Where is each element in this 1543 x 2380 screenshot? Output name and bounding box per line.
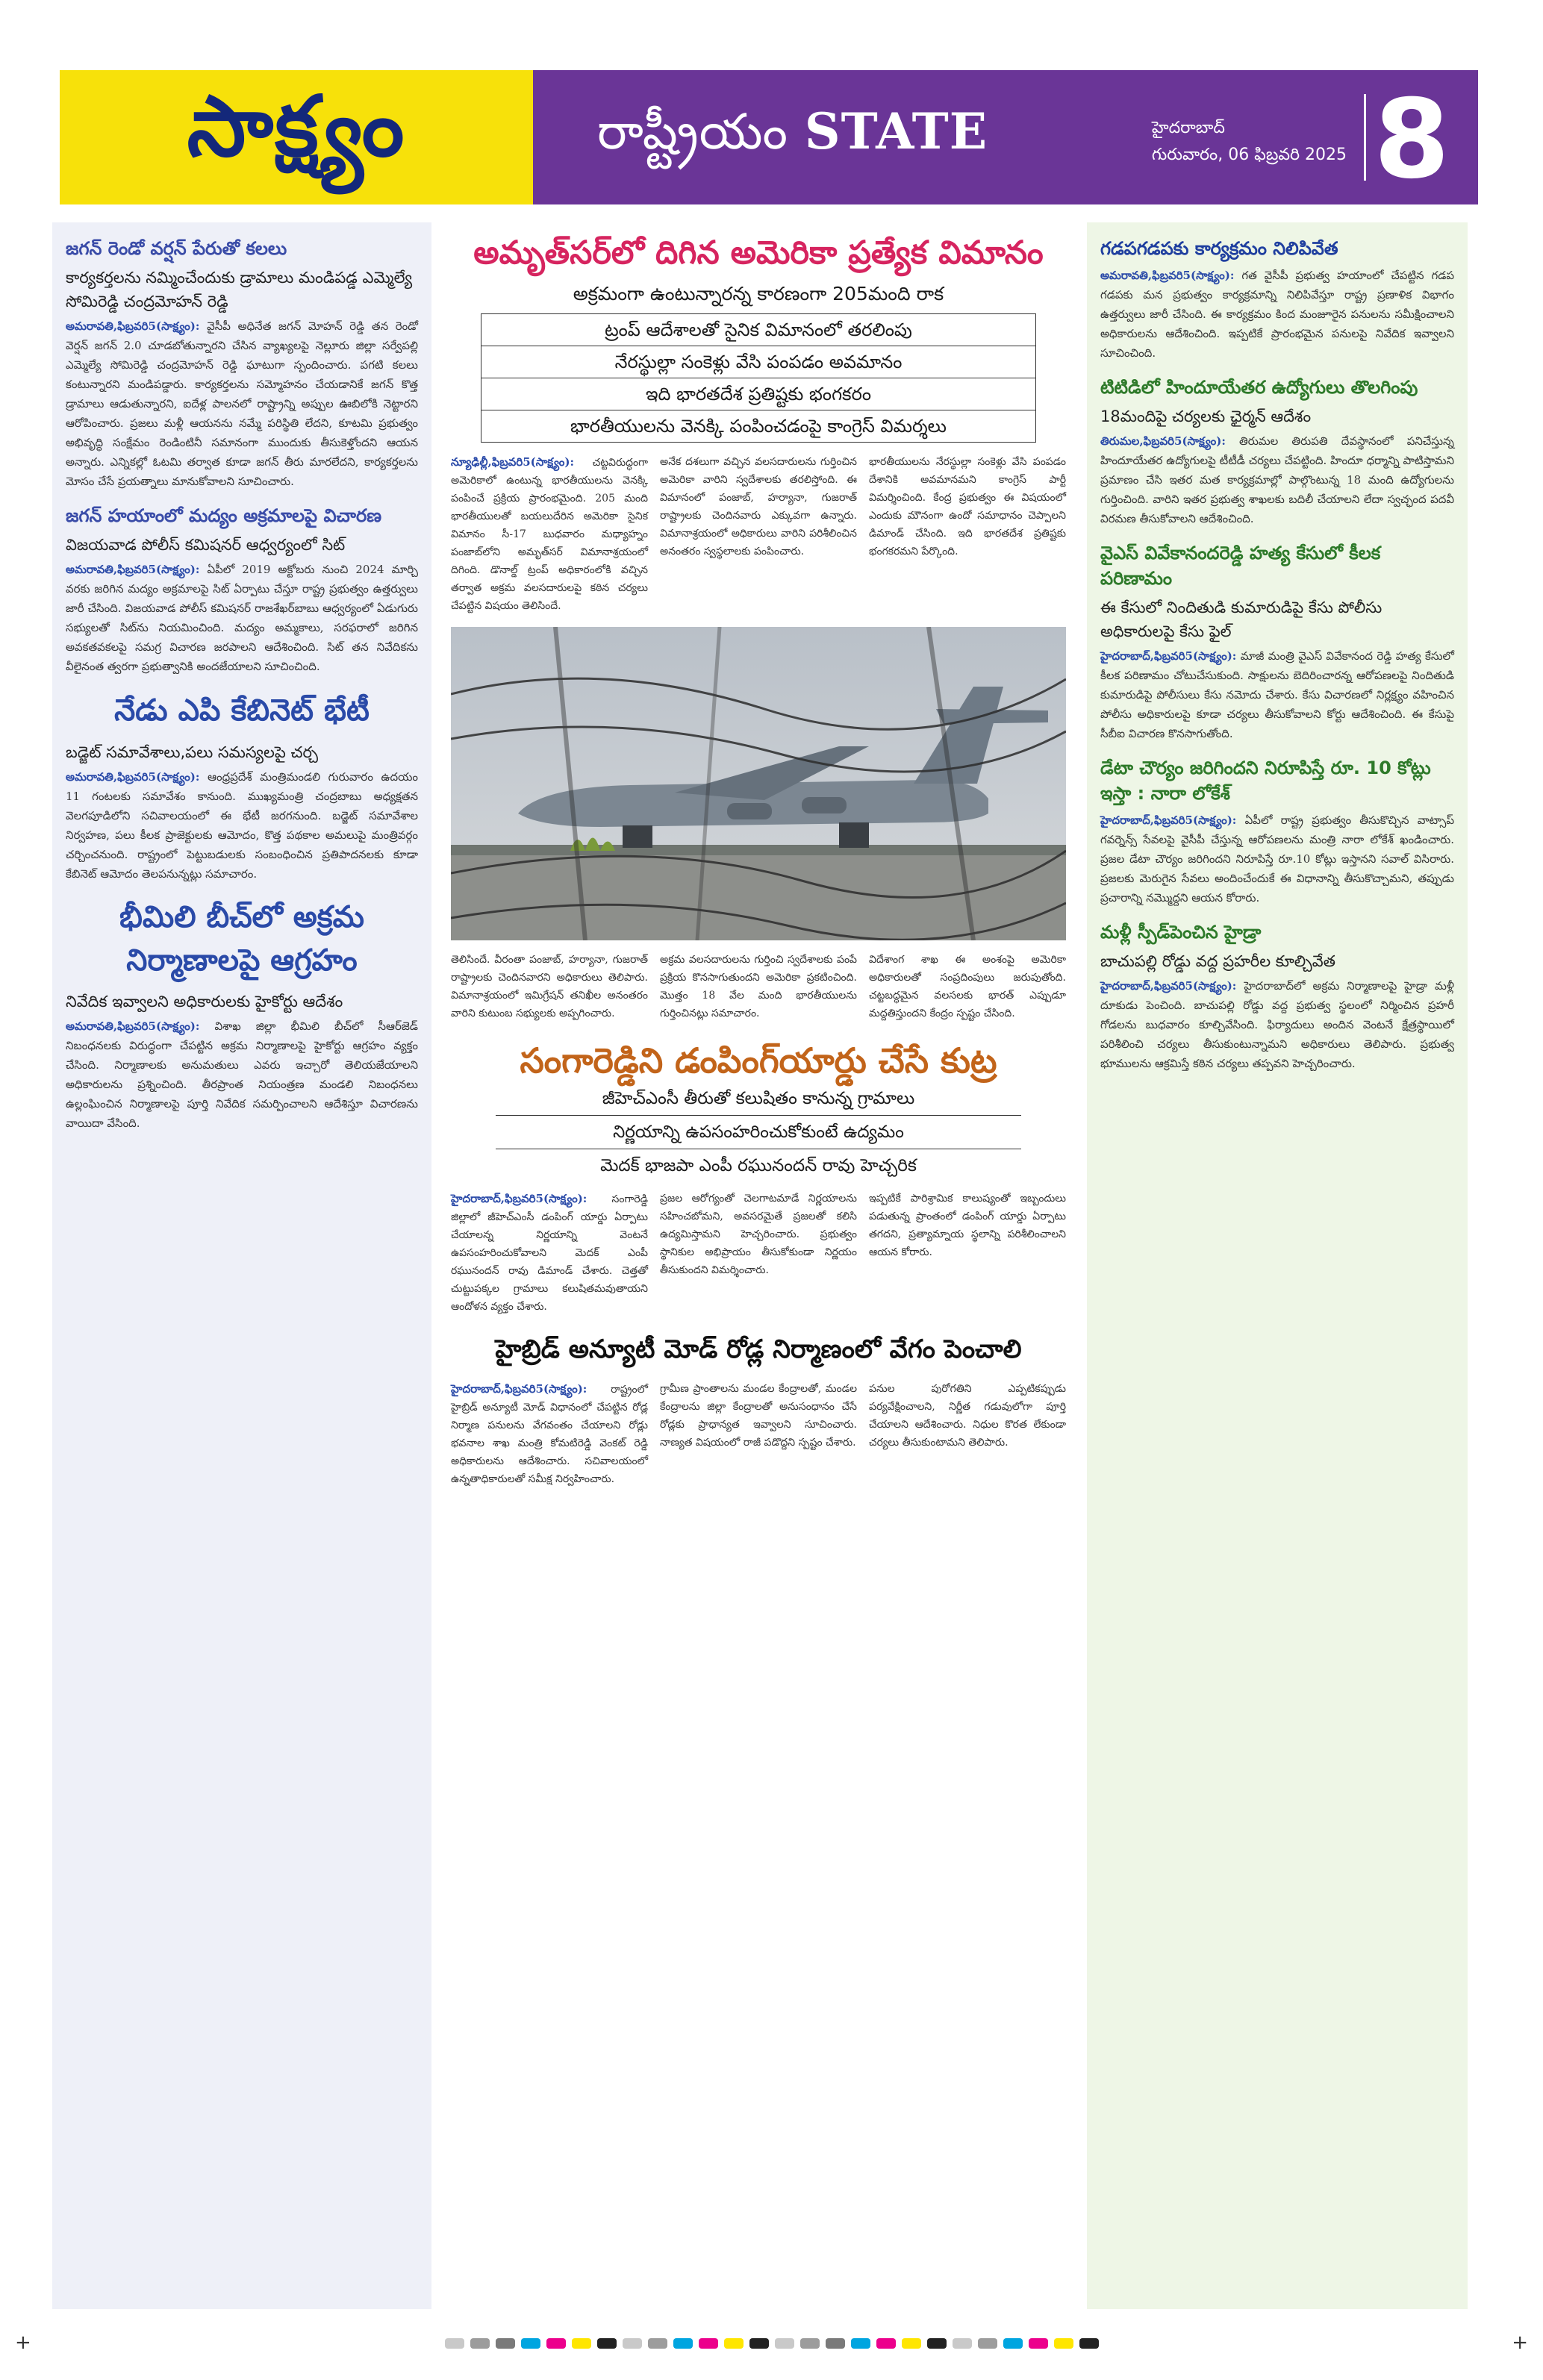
color-swatch xyxy=(496,2338,515,2349)
story-columns xyxy=(451,1380,1066,1488)
story-col-3: పనుల పురోగతిని ఎప్పటికప్పుడు పర్యవేక్షించాలని, నిర్ణీత గడువులోగా పూర్తి చేయాలని ఆదేశించారు. నిధుల కొరత లేకుండా చర్యలు తీసుకుంటామని తెలిపారు. xyxy=(869,1383,1066,1449)
story-dateline: హైదరాబాద్,ఫిబ్రవరి5(సాక్ష్యం): xyxy=(451,1192,587,1205)
color-swatch xyxy=(470,2338,490,2349)
color-swatch xyxy=(902,2338,921,2349)
story-dateline: హైదరాబాద్,ఫిబ్రవరి5(సాక్ష్యం): xyxy=(451,1382,587,1396)
story-ttd-employees xyxy=(1100,375,1454,528)
story-headline: భీమిలి బీచ్‌లో అక్రమ నిర్మాణాలపై ఆగ్రహం xyxy=(119,900,364,978)
story-text: ఆంధ్రప్రదేశ్ మంత్రిమండలి గురువారం ఉదయం 11 గంటలకు సమావేశం కానుంది. ముఖ్యమంత్రి చంద్రబాబు అధ్యక్షతన వెలగపూడిలోని సచివాలయంలో ఈ భేటీ జరగనుంది. బడ్జెట్ సమావేశాల నిర్వహణ, పలు కీలక ప్రాజెక్టులకు ఆమోదం, కొత్త పథకాల అమలుపై మంత్రివర్గం చర్చించనుంది. రాష్ట్రంలో పెట్టుబడులకు సంబంధించిన ప్రతిపాదనలకు కూడా కేబినెట్ ఆమోదం తెలపనున్నట్లు సమాచారం. xyxy=(66,770,418,881)
story-dateline: హైదరాబాద్,ఫిబ్రవరి5(సాక్ష్యం): xyxy=(1100,649,1237,663)
lead-headline: అమృత్‌సర్‌లో దిగిన అమెరికా ప్రత్యేక విమానం xyxy=(473,234,1044,272)
color-swatch xyxy=(521,2338,540,2349)
story-subhead-3: మెదక్ భాజపా ఎంపీ రఘునందన్ రావు హెచ్చరిక xyxy=(600,1156,917,1175)
edition-date: గురువారం, 06 ఫిబ్రవరి 2025 xyxy=(1151,146,1347,164)
story-subhead: బడ్జెట్ సమావేశాలు,పలు సమస్యలపై చర్చ xyxy=(66,743,319,761)
section-title xyxy=(597,102,988,172)
edition-dateline xyxy=(1152,115,1347,169)
lead-deck-line: నేరస్థుల్లా సంకెళ్లు వేసి పంపడం అవమానం xyxy=(481,346,1035,378)
lead-body-col-1 xyxy=(451,453,648,615)
color-swatch xyxy=(953,2338,972,2349)
story-body xyxy=(1100,810,1454,908)
middle-column xyxy=(443,222,1073,2309)
color-swatch xyxy=(673,2338,693,2349)
story-dateline: అమరావతి,ఫిబ్రవరి5(సాక్ష్యం): xyxy=(1100,269,1235,282)
lead-text-1: చట్టవిరుద్ధంగా అమెరికాలో ఉంటున్న భారతీయులను వెనక్కి పంపించే ప్రక్రియ ప్రారంభమైంది. 205 మంది భారతీయులతో బయలుదేరిన అమెరికా సైనిక విమానం సీ-17 బుధవారం మధ్యాహ్నం పంజాబ్‌లోని అమృత్‌సర్ విమానాశ్రయంలో దిగింది. డొనాల్డ్ ట్రంప్ అధికారంలోకి వచ్చిన తర్వాత అక్రమ వలసదారులపై కఠిన చర్యలు చేపట్టిన విషయం తెలిసిందే. xyxy=(451,457,648,612)
story-kicker: మళ్లీ స్పీడ్‌పెంచిన హైడ్రా xyxy=(1100,922,1262,943)
color-swatch xyxy=(978,2338,997,2349)
story-dateline: అమరావతి,ఫిబ్రవరి5(సాక్ష్యం): xyxy=(66,1019,200,1033)
lead-deck-box xyxy=(481,313,1036,443)
story-headline: హైబ్రిడ్ అన్యూటీ మోడ్ రోడ్ల నిర్మాణంలో వేగం పెంచాలి xyxy=(495,1334,1022,1364)
lead-deck-line: ట్రంప్ ఆదేశాలతో సైనిక విమానంలో తరలింపు xyxy=(481,314,1035,346)
masthead xyxy=(60,70,1478,204)
color-swatch xyxy=(1054,2338,1073,2349)
story-col-3: ఇప్పటికే పారిశ్రామిక కాలుష్యంతో ఇబ్బందులు పడుతున్న ప్రాంతంలో డంపింగ్ యార్డు ఏర్పాటు తగదని, ప్రత్యామ్నాయ స్థలాన్ని పరిశీలించాలని ఆయన కోరారు. xyxy=(869,1193,1066,1258)
lead-body-col-2: అనేక దశలుగా వచ్చిన వలసదారులను గుర్తించిన అమెరికా వారిని స్వదేశాలకు తరలిస్తోంది. ఈ విమానంలో పంజాబ్, హర్యానా, గుజరాత్ రాష్ట్రాలకు చెందినవారు ఎక్కువగా ఉన్నారు. విమానాశ్రయంలో అధికారులు వారిని పరిశీలించిన అనంతరం స్వస్థలాలకు పంపించారు. xyxy=(660,456,857,557)
story-headline: నేడు ఎపి కేబినెట్ భేటీ xyxy=(114,693,370,728)
story-viveka-case xyxy=(1100,540,1454,743)
story-lokesh-data xyxy=(1100,755,1454,908)
story-jagan-second-version xyxy=(66,236,418,491)
story-body xyxy=(1100,266,1454,363)
story-sangareddy-dumping-yard xyxy=(451,1036,1066,1316)
story-kicker: జగన్ రెండో వర్షన్ పేరుతో కలలు xyxy=(66,238,287,259)
color-swatch xyxy=(572,2338,591,2349)
story-text: ఏపీలో 2019 అక్టోబరు నుంచి 2024 మార్చి వరకు జరిగిన మద్యం అక్రమాలపై సిట్ ఏర్పాటు చేస్తూ రాష్ట్ర ప్రభుత్వం ఉత్తర్వులు జారీ చేసింది. విజయవాడ పోలీస్ కమిషనర్ రాజశేఖర్‌బాబు ఆధ్వర్యంలో ఏడుగురు సభ్యులతో సిట్‌ను నియమించింది. మద్యం అమ్మకాలు, సరఫరాలో జరిగిన అవకతవకలపై సమగ్ర విచారణ జరపాలని ఆదేశించింది. సిట్ తన నివేదికను వీలైనంత త్వరగా ప్రభుత్వానికి అందజేయాలని సూచించింది. xyxy=(66,563,418,673)
lead-continued-col-1: తెలిసిందే. వీరంతా పంజాబ్, హర్యానా, గుజరాత్ రాష్ట్రాలకు చెందినవారని అధికారులు తెలిపారు. విమానాశ్రయంలో ఇమిగ్రేషన్ తనిఖీల అనంతరం వారిని కుటుంబ సభ్యులకు అప్పగించారు. xyxy=(451,954,648,1019)
divider xyxy=(496,1115,1021,1116)
masthead-divider xyxy=(1364,94,1366,181)
military-aircraft-photo xyxy=(451,627,1066,940)
story-body xyxy=(66,1016,418,1133)
story-text-1: రాష్ట్రంలో హైబ్రిడ్ అన్యూటీ మోడ్ విధానంలో చేపట్టిన రోడ్ల నిర్మాణ పనులను వేగవంతం చేయాలని రోడ్లు భవనాల శాఖ మంత్రి కోమటిరెడ్డి వెంకట్ రెడ్డి అధికారులను ఆదేశించారు. సచివాలయంలో ఉన్నతాధికారులతో సమీక్ష నిర్వహించారు. xyxy=(451,1384,648,1485)
color-swatch xyxy=(724,2338,744,2349)
color-swatch xyxy=(800,2338,820,2349)
story-text: విశాఖ జిల్లా భీమిలి బీచ్‌లో సీఆర్‌జెడ్ నిబంధనలకు విరుద్ధంగా చేపట్టిన అక్రమ నిర్మాణాలపై హైకోర్టు ఆగ్రహం వ్యక్తం చేసింది. నిర్మాణాలకు అనుమతులు ఎవరు ఇచ్చారో తెలియజేయాలని అధికారులను ప్రశ్నించింది. తీరప్రాంత నియంత్రణ మండలి నిబంధనలు ఉల్లంఘించిన నిర్మాణాలపై పూర్తి నివేదిక సమర్పించాలని ఆదేశిస్తూ విచారణను వాయిదా వేసింది. xyxy=(66,1019,418,1130)
section-title-telugu: రాష్ట్రీయం xyxy=(597,103,788,160)
story-kicker: టిటిడిలో హిందూయేతర ఉద్యోగులు తొలగింపు xyxy=(1100,377,1418,398)
story-dateline: తిరుమల,ఫిబ్రవరి5(సాక్ష్యం): xyxy=(1100,434,1226,448)
story-subhead-2: నిర్ణయాన్ని ఉపసంహరించుకోకుంటే ఉద్యమం xyxy=(613,1122,904,1142)
registration-mark-left: + xyxy=(15,2331,31,2354)
aircraft-illustration xyxy=(451,627,1066,940)
story-dateline: అమరావతి,ఫిబ్రవరి5(సాక్ష్యం): xyxy=(66,319,200,333)
story-text: హైదరాబాద్‌లో అక్రమ నిర్మాణాలపై హైడ్రా మళ్లీ దూకుడు పెంచింది. బాచుపల్లి రోడ్డు వద్ద ప్రభుత్వ స్థలంలో నిర్మించిన ప్రహరీ గోడలను బుధవారం కూల్చివేసింది. ఫిర్యాదులు అందిన వెంటనే క్షేత్రస్థాయిలో పరిశీలించి చర్యలు తీసుకుంటున్నామని అధికారులు తెలిపారు. ప్రభుత్వ భూములను ఆక్రమిస్తే కఠిన చర్యలు తప్పవని హెచ్చరించారు. xyxy=(1100,979,1454,1070)
color-swatch xyxy=(927,2338,947,2349)
story-subhead: కార్యకర్తలను నమ్మించేందుకు డ్రామాలు మండిపడ్డ ఎమ్మెల్యే సోమిరెడ్డి చంద్రమోహన్ రెడ్డి xyxy=(66,269,413,310)
lead-continued-columns xyxy=(451,951,1066,1022)
lead-continued-col-3: విదేశాంగ శాఖ ఈ అంశంపై అమెరికా అధికారులతో సంప్రదింపులు జరుపుతోంది. చట్టబద్ధమైన వలసలకు భారత్ ఎప్పుడూ మద్దతిస్తుందని కేంద్రం స్పష్టం చేసింది. xyxy=(869,954,1066,1019)
color-swatch xyxy=(851,2338,870,2349)
color-swatch xyxy=(1003,2338,1023,2349)
lead-body-col-3: భారతీయులను నేరస్థుల్లా సంకెళ్లు వేసి పంపడం దేశానికి అవమానమని కాంగ్రెస్ పార్టీ విమర్శించింది. కేంద్ర ప్రభుత్వం ఈ విషయంలో ఎందుకు మౌనంగా ఉందో సమాధానం చెప్పాలని డిమాండ్ చేసింది. ఇది భారతదేశ ప్రతిష్టకు భంగకరమని పేర్కొంది. xyxy=(869,456,1066,557)
story-hybrid-annuity-roads xyxy=(451,1329,1066,1488)
story-headline: సంగారెడ్డిని డంపింగ్‌యార్డు చేసే కుట్ర xyxy=(520,1040,997,1081)
color-swatch xyxy=(648,2338,667,2349)
color-swatch xyxy=(775,2338,794,2349)
page-number: 8 xyxy=(1374,76,1450,203)
lead-deck-line: భారతీయులను వెనక్కి పంపించడంపై కాంగ్రెస్ విమర్శలు xyxy=(570,416,947,437)
story-hydraa xyxy=(1100,919,1454,1073)
story-dateline: హైదరాబాద్,ఫిబ్రవరి5(సాక్ష్యం): xyxy=(1100,979,1237,993)
registration-mark-right: + xyxy=(1512,2331,1528,2354)
story-text: వైసీపీ అధినేత జగన్ మోహన్ రెడ్డి తన రెండో వెర్షన్ జగన్ 2.0 చూడబోతున్నారని చేసిన వ్యాఖ్యలపై నెల్లూరు జిల్లా సర్వేపల్లి ఎమ్మెల్యే సోమిరెడ్డి చంద్రమోహన్ రెడ్డి ఘాటుగా స్పందించారు. పగటి కలలు కంటున్నారని మండిపడ్డారు. కార్యకర్తలను సమ్మోహనం చేయడానికే జగన్ కొత్త డ్రామాలు ఆడుతున్నారని, ఐదేళ్ల పాలనలో రాష్ట్రాన్ని అప్పుల ఊబిలోకి నెట్టారని ఆరోపించారు. ప్రజలు మళ్లీ ఆయనను నమ్మే పరిస్థితి లేదని, కూటమి ప్రభుత్వం అభివృద్ధి సంక్షేమం రెండింటినీ సమానంగా ముందుకు తీసుకెళ్తోందని ఆయన అన్నారు. ఎన్నికల్లో ఓటమి తర్వాత కూడా జగన్ తీరు మారలేదని, కార్యకర్తలను మోసం చేసే ప్రయత్నాలు మానుకోవాలని సూచించారు. xyxy=(66,319,418,488)
lead-deck-top: అక్రమంగా ఉంటున్నారన్న కారణంగా 205మంది రాక xyxy=(573,283,944,304)
color-swatch xyxy=(597,2338,617,2349)
story-text: ఏపీలో రాష్ట్ర ప్రభుత్వం తీసుకొచ్చిన వాట్సాప్ గవర్నెన్స్ సేవలపై వైసీపీ చేస్తున్న ఆరోపణలను మంత్రి నారా లోకేశ్ ఖండించారు. ప్రజల డేటా చౌర్యం జరిగిందని నిరూపిస్తే రూ.10 కోట్లు ఇస్తానని సవాల్ విసిరారు. ప్రజలకు మెరుగైన సేవలు అందించేందుకే ఈ విధానాన్ని తీసుకొచ్చామని, తప్పుడు ప్రచారాన్ని నమ్మొద్దని ఆయన కోరారు. xyxy=(1100,813,1454,905)
story-columns xyxy=(451,1190,1066,1316)
left-column xyxy=(52,222,431,2309)
story-subhead: ఈ కేసులో నిందితుడి కుమారుడిపై కేసు పోలీసు అధికారులపై కేసు ఫైల్ xyxy=(1100,599,1383,640)
story-text: తిరుమల తిరుపతి దేవస్థానంలో పనిచేస్తున్న హిందూయేతర ఉద్యోగులపై టీటీడీ చర్యలు చేపట్టింది. హిందూ ధర్మాన్ని పాటిస్తామని ప్రమాణం చేసి ఇతర మత కార్యక్రమాల్లో పాల్గొంటున్న 18 మంది ఉద్యోగులను గుర్తించింది. వారిని ఇతర ప్రభుత్వ శాఖలకు బదిలీ చేయాలని లేదా స్వచ్ఛంద పదవీ విరమణ తీసుకోవాలని ఆదేశించింది. xyxy=(1100,434,1454,525)
story-text: మాజీ మంత్రి వైఎస్ వివేకానంద రెడ్డి హత్య కేసులో కీలక పరిణామం చోటుచేసుకుంది. సాక్షులను బెదిరించారన్న ఆరోపణలపై నిందితుడి కుమారుడిపై పోలీసులు కేసు నమోదు చేశారు. కేసు విచారణలో నిర్లక్ష్యం వహించిన పోలీసు అధికారులపై కూడా చర్యలు తీసుకోవాలని కోర్టు ఆదేశించింది. ఈ కేసుపై సీబీఐ విచారణ కొనసాగుతోంది. xyxy=(1100,649,1454,740)
story-body xyxy=(66,767,418,884)
story-body xyxy=(1100,976,1454,1073)
color-swatch xyxy=(1079,2338,1099,2349)
story-ap-cabinet xyxy=(66,688,418,884)
story-body xyxy=(66,316,418,491)
lead-body-columns xyxy=(451,453,1066,615)
color-swatch xyxy=(876,2338,896,2349)
story-body xyxy=(1100,646,1454,743)
story-subhead: బాచుపల్లి రోడ్డు వద్ద ప్రహరీల కూల్చివేత xyxy=(1100,952,1335,970)
section-band xyxy=(533,70,1478,204)
story-subhead: 18మందిపై చర్యలకు ఛైర్మన్ ఆదేశం xyxy=(1100,407,1312,425)
section-title-english: STATE xyxy=(804,102,988,160)
story-dateline: హైదరాబాద్,ఫిబ్రవరి5(సాక్ష్యం): xyxy=(1100,813,1237,827)
story-kicker: గడపగడపకు కార్యక్రమం నిలిపివేత xyxy=(1100,238,1338,259)
story-subhead: నివేదిక ఇవ్వాలని అధికారులకు హైకోర్టు ఆదేశం xyxy=(66,993,343,1011)
lead-story-amritsar-flight xyxy=(451,230,1066,1022)
color-registration-strip xyxy=(0,2329,1543,2358)
story-text: గత వైసీపీ ప్రభుత్వ హయాంలో చేపట్టిన గడప గడపకు మన ప్రభుత్వం కార్యక్రమాన్ని నిలిపివేస్తూ రాష్ట్ర ప్రణాళిక విభాగం ఉత్తర్వులు జారీ చేసింది. ఈ కార్యక్రమం కింద మంజూరైన పనులను సమీక్షించాలని అధికారులను ఆదేశించింది. ఇప్పటికే ప్రారంభమైన పనులపై నివేదిక ఇవ్వాలని సూచించింది. xyxy=(1100,269,1454,360)
story-dateline: అమరావతి,ఫిబ్రవరి5(సాక్ష్యం): xyxy=(66,770,200,784)
story-gadapa-gadapaku xyxy=(1100,236,1454,363)
right-column xyxy=(1087,222,1468,2309)
story-col-2: ప్రజల ఆరోగ్యంతో చెలగాటమాడే నిర్ణయాలను సహించబోమని, అవసరమైతే ప్రజలతో కలిసి ఉద్యమిస్తామని హెచ్చరించారు. ప్రభుత్వం స్థానికుల అభిప్రాయం తీసుకోకుండా నిర్ణయం తీసుకుందని విమర్శించారు. xyxy=(660,1193,857,1276)
story-body xyxy=(1100,431,1454,528)
lead-dateline: న్యూఢిల్లీ,ఫిబ్రవరి5(సాక్ష్యం): xyxy=(451,455,575,469)
story-kicker: వైఎస్ వివేకానందరెడ్డి హత్య కేసులో కీలక పరిణామం xyxy=(1100,543,1381,589)
story-subhead: విజయవాడ పోలీస్ కమిషనర్ ఆధ్వర్యంలో సిట్ xyxy=(66,536,346,554)
story-col-1 xyxy=(451,1190,648,1316)
story-liquor-sit xyxy=(66,503,418,676)
color-swatch xyxy=(699,2338,718,2349)
color-swatch xyxy=(546,2338,566,2349)
color-swatch xyxy=(445,2338,464,2349)
story-bheemili-beach xyxy=(66,896,418,1133)
color-swatch xyxy=(826,2338,845,2349)
story-dateline: అమరావతి,ఫిబ్రవరి5(సాక్ష్యం): xyxy=(66,563,200,576)
edition-city: హైదరాబాద్ xyxy=(1151,119,1225,137)
story-kicker: డేటా చౌర్యం జరిగిందని నిరూపిస్తే రూ. 10 కోట్లు ఇస్తా : నారా లోకేశ్ xyxy=(1100,758,1431,804)
story-text-1: సంగారెడ్డి జిల్లాలో జీహెచ్‌ఎంసీ డంపింగ్ యార్డు ఏర్పాటు చేయాలన్న నిర్ణయాన్ని వెంటనే ఉపసంహరించుకోవాలని మెదక్ ఎంపీ రఘునందన్ రావు డిమాండ్ చేశారు. చెత్తతో చుట్టుపక్కల గ్రామాలు కలుషితమవుతాయని ఆందోళన వ్యక్తం చేశారు. xyxy=(451,1193,648,1313)
story-body xyxy=(66,560,418,676)
color-swatch xyxy=(623,2338,642,2349)
color-swatch xyxy=(749,2338,769,2349)
newspaper-logo xyxy=(60,70,533,204)
story-col-2: గ్రామీణ ప్రాంతాలను మండల కేంద్రాలతో, మండల కేంద్రాలను జిల్లా కేంద్రాలతో అనుసంధానం చేసే రోడ్లకు ప్రాధాన్యత ఇవ్వాలని సూచించారు. నాణ్యత విషయంలో రాజీ పడొద్దని స్పష్టం చేశారు. xyxy=(660,1383,857,1449)
color-swatch xyxy=(1029,2338,1048,2349)
lead-continued-col-2: అక్రమ వలసదారులను గుర్తించి స్వదేశాలకు పంపే ప్రక్రియ కొనసాగుతుందని అమెరికా ప్రకటించింది. మొత్తం 18 వేల మంది భారతీయులను గుర్తించినట్లు సమాచారం. xyxy=(660,954,857,1019)
lead-deck-line: ఇది భారతదేశ ప్రతిష్టకు భంగకరం xyxy=(481,378,1035,410)
story-col-1 xyxy=(451,1380,648,1488)
logo-text: సాక్ష్యం xyxy=(187,78,406,175)
story-subhead-1: జీహెచ్‌ఎంసీ తీరుతో కలుషితం కానున్న గ్రామాలు xyxy=(602,1089,915,1108)
story-kicker: జగన్ హయాంలో మద్యం అక్రమాలపై విచారణ xyxy=(66,505,382,526)
